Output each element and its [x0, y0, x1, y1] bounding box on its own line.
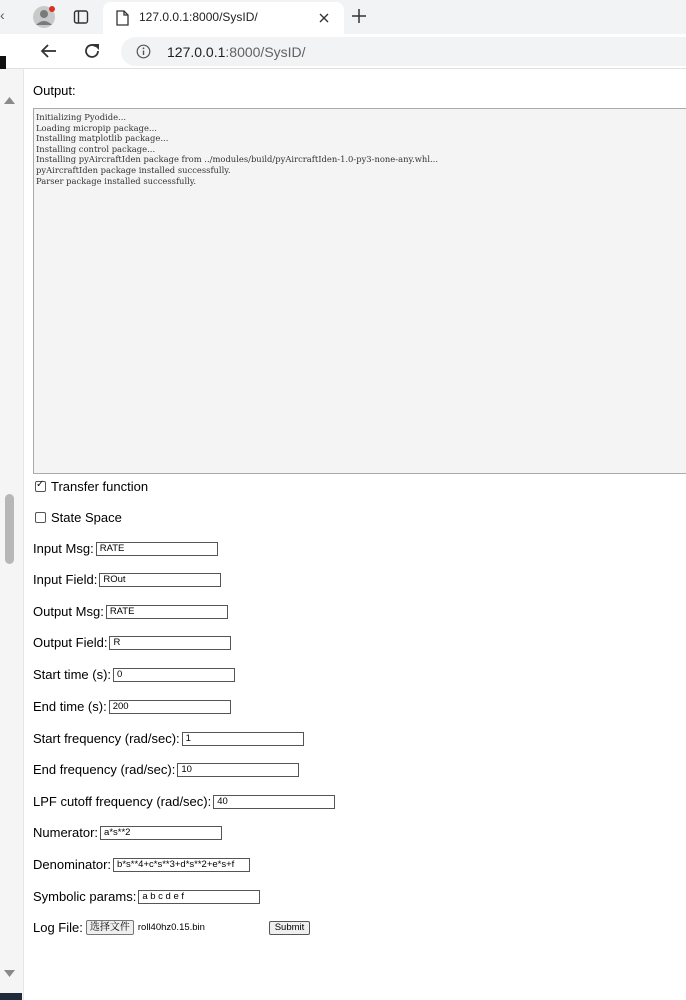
symbolic-params-label: Symbolic params:	[33, 889, 137, 904]
denominator-row	[33, 857, 250, 872]
lpf-cutoff-label: LPF cutoff frequency (rad/sec):	[33, 794, 212, 809]
input-field-label: Input Field:	[33, 572, 98, 587]
numerator-field[interactable]	[100, 826, 222, 840]
lpf-cutoff-field[interactable]	[213, 795, 335, 809]
scrollbar[interactable]	[0, 69, 24, 1000]
symbolic-params-row	[33, 889, 260, 904]
output-msg-row	[33, 604, 228, 619]
transfer-function-option[interactable]	[35, 479, 148, 494]
close-tab-icon[interactable]	[318, 12, 330, 24]
output-line: Parser package installed successfully.	[36, 175, 197, 186]
page-icon	[115, 10, 129, 26]
denominator-label: Denominator:	[33, 857, 112, 872]
output-textarea[interactable]	[33, 108, 686, 474]
end-time-row	[33, 699, 231, 714]
input-msg-field[interactable]	[96, 542, 218, 556]
back-icon[interactable]	[40, 42, 58, 60]
end-time-label: End time (s):	[33, 699, 107, 714]
log-file-row	[33, 920, 205, 935]
input-msg-label: Input Msg:	[33, 541, 94, 556]
tab-actions-icon[interactable]	[73, 9, 89, 25]
output-field-field[interactable]	[109, 636, 231, 650]
taskbar-edge	[0, 993, 22, 1000]
page-content	[24, 69, 686, 1000]
transfer-function-label: Transfer function	[51, 479, 149, 494]
start-frequency-row	[33, 731, 304, 746]
input-msg-row	[33, 541, 218, 556]
symbolic-params-field[interactable]	[138, 890, 260, 904]
end-time-field[interactable]	[109, 700, 231, 714]
choose-file-button[interactable]: 选择文件	[86, 920, 134, 935]
output-line: Initializing Pyodide...	[36, 112, 127, 122]
output-msg-field[interactable]	[106, 605, 228, 619]
end-frequency-label: End frequency (rad/sec):	[33, 762, 176, 777]
output-field-row	[33, 635, 231, 650]
output-line: Installing matplotlib package...	[36, 133, 169, 144]
tab-title: 127.0.0.1:8000/SysID/	[139, 10, 258, 24]
lpf-cutoff-row	[33, 794, 335, 809]
transfer-function-checkbox[interactable]	[35, 481, 46, 492]
end-frequency-field[interactable]	[177, 763, 299, 777]
url-text: 127.0.0.1:8000/SysID/	[167, 44, 306, 60]
numerator-row	[33, 825, 222, 840]
tab-sysid[interactable]	[103, 2, 344, 34]
start-time-label: Start time (s):	[33, 667, 112, 682]
file-name-text: roll40hz0.15.bin	[137, 922, 205, 933]
end-frequency-row	[33, 762, 299, 777]
input-field-row	[33, 572, 221, 587]
start-frequency-label: Start frequency (rad/sec):	[33, 731, 180, 746]
start-time-field[interactable]	[113, 668, 235, 682]
scroll-up-icon[interactable]	[3, 96, 16, 105]
start-time-row	[33, 667, 235, 682]
submit-button[interactable]: Submit	[269, 921, 310, 935]
scroll-down-icon[interactable]	[3, 969, 16, 978]
tab-bar	[0, 0, 686, 34]
state-space-checkbox[interactable]	[35, 512, 46, 523]
output-line: Installing pyAircraftIden package from ../modules/build/pyAircraftIden-1.0-py3-none-any.whl...	[36, 154, 438, 165]
start-frequency-field[interactable]	[182, 732, 304, 746]
browser-toolbar	[0, 34, 686, 69]
output-label: Output:	[33, 83, 76, 98]
site-info-icon[interactable]	[136, 44, 151, 59]
state-space-option[interactable]	[35, 510, 122, 525]
output-msg-label: Output Msg:	[33, 604, 104, 619]
new-tab-icon[interactable]	[351, 8, 367, 24]
numerator-label: Numerator:	[33, 825, 99, 840]
output-line: pyAircraftIden package installed successfully.	[36, 164, 231, 175]
denominator-field[interactable]	[113, 858, 250, 872]
profile-avatar-icon[interactable]	[32, 5, 56, 29]
output-field-label: Output Field:	[33, 635, 108, 650]
output-line: Loading micropip package...	[36, 122, 157, 133]
address-bar[interactable]	[121, 37, 686, 66]
output-line: Installing control package...	[36, 143, 156, 154]
state-space-label: State Space	[51, 510, 122, 525]
input-field-field[interactable]	[99, 573, 221, 587]
reload-icon[interactable]	[83, 42, 101, 60]
scrollbar-thumb[interactable]	[5, 494, 14, 564]
log-file-label: Log File:	[33, 920, 83, 935]
chevron-left-icon: ‹	[0, 7, 5, 23]
